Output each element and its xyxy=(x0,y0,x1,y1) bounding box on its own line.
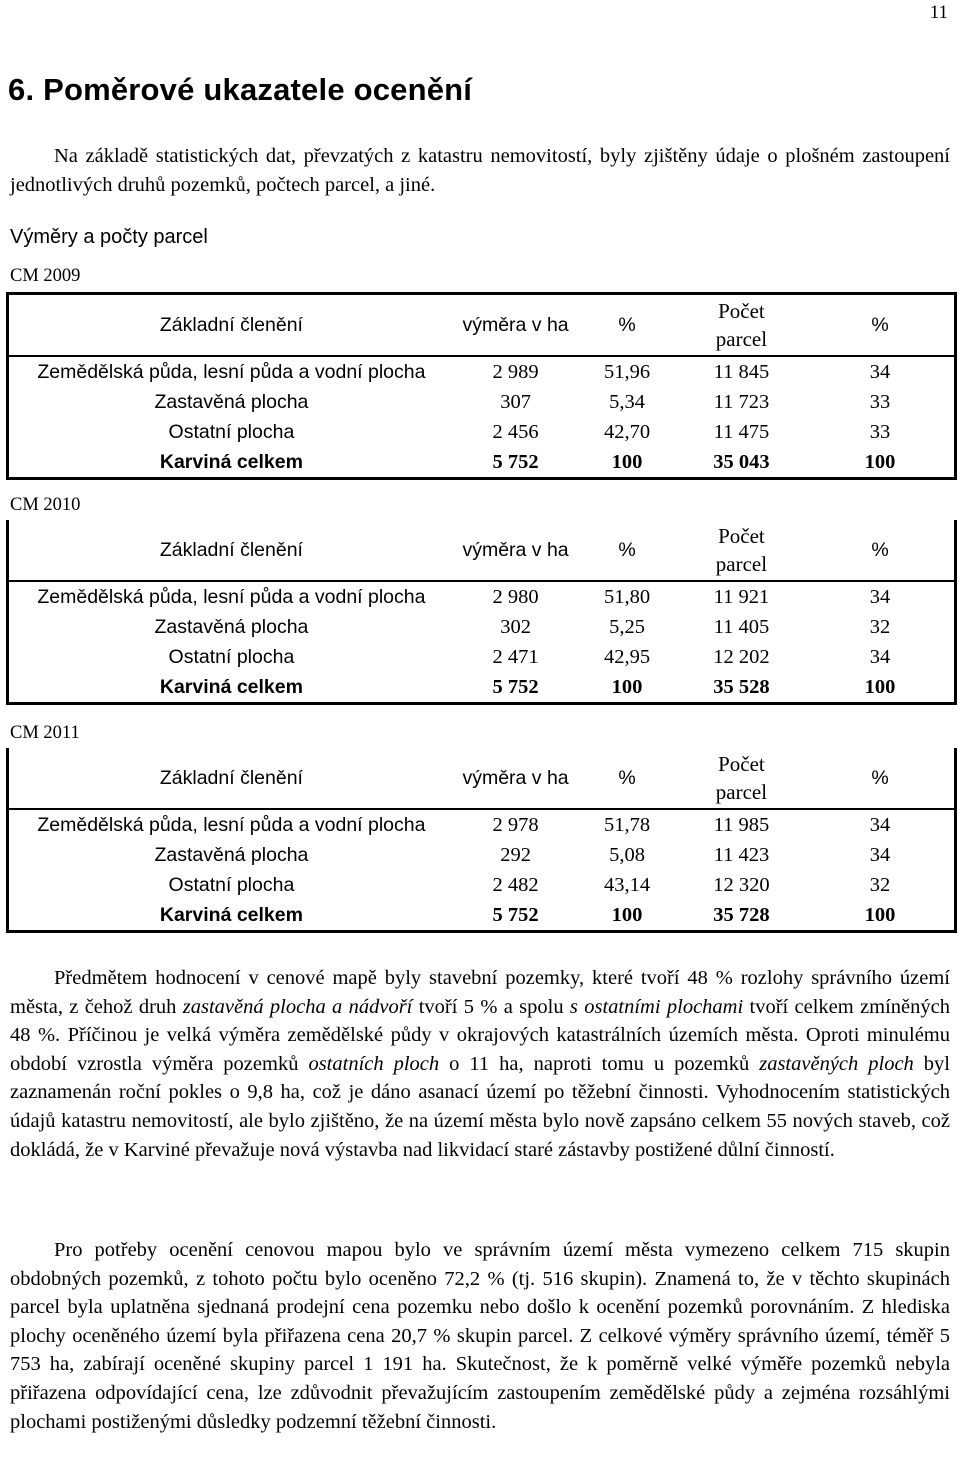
row-label: Zemědělská půda, lesní půda a vodní plocha xyxy=(37,813,426,836)
header-cell: % xyxy=(618,313,636,336)
paragraph-text: Předmětem hodnocení v cenové mapě byly stavební pozemky, které tvoří 48 % rozlohy správního území města, z čehož druh xyxy=(10,967,950,1018)
table-header-row xyxy=(8,294,956,357)
area-cell: 5 752 xyxy=(492,675,539,698)
parcel-percent-cell: 33 xyxy=(869,420,891,443)
area-cell: 2 978 xyxy=(492,813,539,836)
header-line: Počet xyxy=(718,752,765,776)
table-row xyxy=(8,356,956,387)
table-label-2009: CM 2009 xyxy=(10,266,81,286)
row-label: Karviná celkem xyxy=(159,903,303,926)
area-percent-cell: 5,34 xyxy=(609,390,645,413)
row-label: Ostatní plocha xyxy=(168,645,295,668)
area-cell: 2 980 xyxy=(492,585,539,608)
paragraph-text: o 11 ha, naproti tomu u pozemků xyxy=(439,1052,760,1075)
italic-term: zastavěných ploch xyxy=(759,1052,914,1075)
area-cell: 5 752 xyxy=(492,903,539,926)
page-number: 11 xyxy=(929,2,948,23)
parcel-percent-cell: 32 xyxy=(869,873,891,896)
area-cell: 307 xyxy=(500,390,531,413)
area-cell: 302 xyxy=(500,615,531,638)
area-percent-cell: 42,95 xyxy=(603,645,651,668)
parcel-count-cell: 35 728 xyxy=(713,903,770,926)
parcel-percent-cell: 34 xyxy=(869,843,891,866)
paragraph-text: byl zaznamenán roční pokles o 9,8 ha, což je dáno asanací území po těžební činnosti. Vyhodnocením statistických údajů katastru nemovitostí, ale bylo zjištěno, že na území města bylo nově zapsáno celkem 55 nových staveb, což dokládá, že v Karviné převažuje nová výstavba nad likvidací staré zástavby postižené důlní činností. xyxy=(10,1052,951,1161)
table-label-2011: CM 2011 xyxy=(10,723,80,743)
table-row xyxy=(8,387,956,417)
subheading: Výměry a počty parcel xyxy=(10,226,208,248)
parcel-percent-cell: 34 xyxy=(869,360,891,383)
table-row xyxy=(8,642,956,672)
table-total-row xyxy=(8,900,956,932)
parcel-table-2010 xyxy=(6,520,957,705)
row-label: Zastavěná plocha xyxy=(154,390,309,413)
header-cell: % xyxy=(871,538,889,561)
parcel-count-cell: 11 405 xyxy=(713,615,770,638)
area-percent-cell: 51,96 xyxy=(603,360,651,383)
area-percent-cell: 100 xyxy=(611,903,643,926)
parcel-count-cell: 12 202 xyxy=(713,645,770,668)
italic-term: ostatních ploch xyxy=(308,1052,440,1075)
parcel-percent-cell: 100 xyxy=(864,450,896,473)
header-line: Počet xyxy=(718,524,765,548)
area-percent-cell: 5,08 xyxy=(609,843,645,866)
table-total-row xyxy=(8,447,956,479)
parcel-percent-cell: 34 xyxy=(869,813,891,836)
area-cell: 2 471 xyxy=(492,645,539,668)
table-row xyxy=(8,581,956,612)
area-cell: 2 482 xyxy=(492,873,539,896)
parcel-table-2011 xyxy=(6,748,957,933)
parcel-percent-cell: 34 xyxy=(869,645,891,668)
table-row xyxy=(8,870,956,900)
parcel-count-cell: 12 320 xyxy=(713,873,770,896)
area-cell: 5 752 xyxy=(492,450,539,473)
header-cell xyxy=(677,748,806,809)
row-label: Karviná celkem xyxy=(159,675,303,698)
parcel-percent-cell: 32 xyxy=(869,615,891,638)
header-cell xyxy=(677,520,806,581)
table-header-row xyxy=(8,520,956,581)
paragraph-text: tvoří celkem zmíněných 48 %. Příčinou je velká výměra zemědělské půdy v okrajových katastrálních územích města. Oproti minulému období vzrostla výměra pozemků xyxy=(10,995,950,1075)
italic-term: s ostatními plochami xyxy=(569,995,744,1018)
row-label: Zastavěná plocha xyxy=(154,615,309,638)
area-percent-cell: 43,14 xyxy=(603,873,651,896)
parcel-percent-cell: 34 xyxy=(869,585,891,608)
table-label-2010: CM 2010 xyxy=(10,495,81,515)
header-cell: % xyxy=(618,538,636,561)
header-cell: výměra v ha xyxy=(462,313,569,336)
header-cell: Základní členění xyxy=(159,538,303,561)
paragraph-text: tvoří 5 % a spolu xyxy=(412,995,570,1018)
row-label: Ostatní plocha xyxy=(168,420,295,443)
area-percent-cell: 42,70 xyxy=(603,420,651,443)
parcel-table-2009 xyxy=(6,292,957,480)
header-cell: % xyxy=(871,313,889,336)
table-row xyxy=(8,612,956,642)
row-label: Zemědělská půda, lesní půda a vodní plocha xyxy=(37,360,426,383)
header-line: parcel xyxy=(715,780,768,804)
row-label: Karviná celkem xyxy=(159,450,303,473)
body-paragraph-1 xyxy=(10,964,950,1164)
row-label: Ostatní plocha xyxy=(168,873,295,896)
header-line: parcel xyxy=(715,552,768,576)
intro-paragraph: Na základě statistických dat, převzatých z katastru nemovitostí, byly zjištěny údaje o plošném zastoupení jednotlivých druhů pozemků, počtech parcel, a jiné. xyxy=(10,145,950,196)
area-cell: 2 989 xyxy=(492,360,539,383)
italic-term: zastavěná plocha a nádvoří xyxy=(182,995,413,1018)
area-cell: 2 456 xyxy=(492,420,539,443)
row-label: Zastavěná plocha xyxy=(154,843,309,866)
parcel-count-cell: 11 921 xyxy=(713,585,770,608)
area-percent-cell: 51,80 xyxy=(603,585,651,608)
section-heading: 6. Poměrové ukazatele ocenění xyxy=(8,72,473,107)
header-cell: Základní členění xyxy=(159,313,303,336)
table-row xyxy=(8,840,956,870)
header-cell: Základní členění xyxy=(159,766,303,789)
body-paragraph-2: Pro potřeby ocenění cenovou mapou bylo ve správním území města vymezeno celkem 715 skupin obdobných pozemků, z tohoto počtu bylo oceněno 72,2 % (tj. 516 skupin). Znamená to, že v těchto skupinách parcel byla uplatněna sjednaná prodejní cena pozemku nebo došlo k ocenění pozemků porovnáním. Z hlediska plochy oceněného území byla přiřazena cena 20,7 % skupin parcel. Z celkové výměry správního území, téměř 5 753 ha, zabírají oceněné skupiny parcel 1 191 ha. Skutečnost, že k poměrně velké výměře pozemků nebyla přiřazena odpovídající cena, lze zdůvodnit převažujícím zastoupením zemědělské půdy a zejména rozsáhlými plochami postiženými důsledky podzemní těžební činnosti. xyxy=(10,1239,950,1433)
area-percent-cell: 51,78 xyxy=(603,813,651,836)
area-percent-cell: 5,25 xyxy=(609,615,645,638)
header-cell: % xyxy=(871,766,889,789)
header-cell: výměra v ha xyxy=(462,538,569,561)
parcel-count-cell: 11 475 xyxy=(713,420,770,443)
parcel-percent-cell: 100 xyxy=(864,903,896,926)
parcel-percent-cell: 100 xyxy=(864,675,896,698)
table-row xyxy=(8,417,956,447)
row-label: Zemědělská půda, lesní půda a vodní plocha xyxy=(37,585,426,608)
area-percent-cell: 100 xyxy=(611,675,643,698)
table-row xyxy=(8,809,956,840)
table-total-row xyxy=(8,672,956,704)
area-cell: 292 xyxy=(500,843,531,866)
header-cell: % xyxy=(618,766,636,789)
parcel-count-cell: 35 528 xyxy=(713,675,770,698)
parcel-percent-cell: 33 xyxy=(869,390,891,413)
table-header-row xyxy=(8,748,956,809)
parcel-count-cell: 11 985 xyxy=(713,813,770,836)
header-line: Počet xyxy=(718,299,765,323)
parcel-count-cell: 11 423 xyxy=(713,843,770,866)
header-cell: výměra v ha xyxy=(462,766,569,789)
parcel-count-cell: 35 043 xyxy=(713,450,770,473)
header-line: parcel xyxy=(715,327,768,351)
parcel-count-cell: 11 723 xyxy=(713,390,770,413)
header-cell xyxy=(677,294,806,357)
area-percent-cell: 100 xyxy=(611,450,643,473)
parcel-count-cell: 11 845 xyxy=(713,360,770,383)
